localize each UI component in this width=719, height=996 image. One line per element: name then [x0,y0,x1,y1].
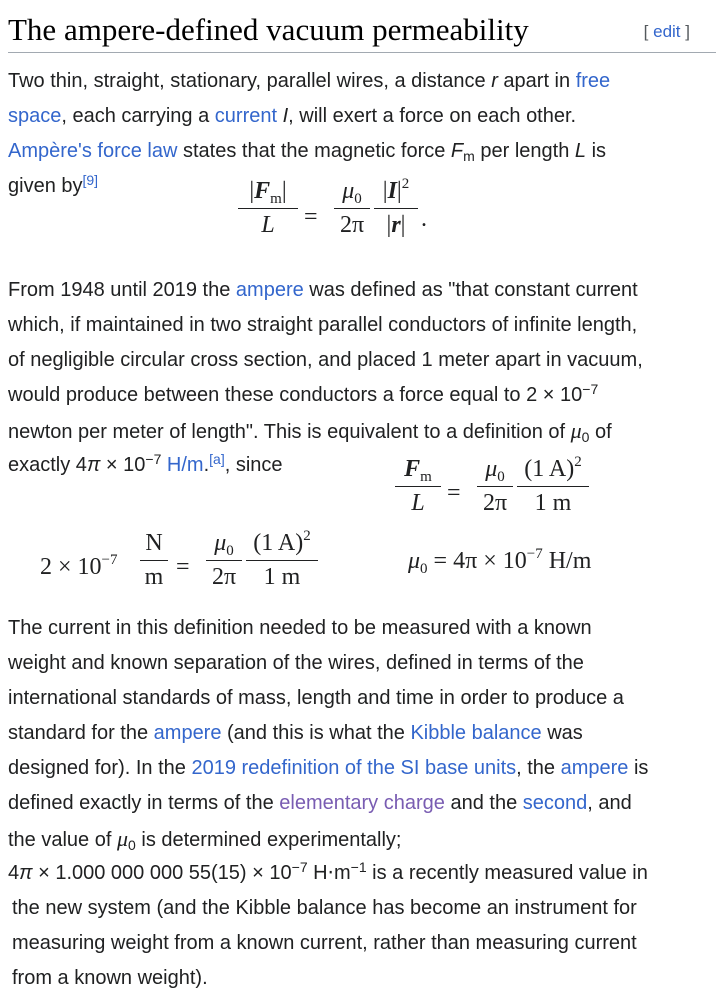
eq2-amp-bar [517,486,589,487]
eq1-lhs-bar [238,208,298,209]
text: the value of [8,829,117,851]
pi-symbol: π [19,862,33,884]
edit-bracket-open: [ [643,22,654,41]
link-ampere[interactable]: ampere [235,279,304,301]
text: , each carrying a [61,105,215,127]
exponent: −1 [350,859,367,875]
text: , since [224,454,283,476]
edit-section-link-wrapper [644,22,690,42]
text: designed for). In the [8,757,192,779]
eq1-lhs-numerator: $|F_m|$ [249,178,287,207]
edit-bracket-close: ] [680,22,690,41]
para2-line1 [8,273,638,308]
text: defined exactly in terms of the [8,792,280,814]
para1-line3 [8,134,606,169]
para3-line9: the new system (and the Kibble balance has become an instrument for [12,897,637,919]
eq3-coefficient: $2 \times 10^{-7}$ [40,552,118,580]
mu-symbol: μ [116,826,129,851]
eq1-distance: |r| [386,212,406,238]
text: , will exert a force on each other. [288,105,577,127]
eq1-mu-numerator: $\mu_0$ [342,178,362,207]
eq2-equals: = [447,480,461,506]
eq3-mu-bar [206,560,242,561]
text: is [628,757,649,779]
eq2-amp-numerator: (1 A)$^2$ [524,454,582,482]
sub-m: m [463,148,475,164]
section-title: The ampere-defined vacuum permeability [8,12,529,47]
eq1-period: . [421,206,427,232]
link-free-space-2[interactable]: space [8,105,62,127]
link-second[interactable]: second [522,792,588,814]
eq3-meter-unit: m [144,564,164,590]
text: × 1.000 000 000 55(15) × 10 [32,862,292,884]
eq2-denominator: L [411,490,425,516]
link-elementary-charge[interactable]: elementary charge [279,792,445,814]
eq1-current-numerator: $|I|^2$ [382,176,410,204]
var-f: F [450,140,464,162]
text: is determined experimentally; [135,829,402,851]
para3-line10: measuring weight from a known current, rather than measuring current [12,932,637,954]
sub-0: 0 [128,837,136,853]
eq2-amp-fraction [517,456,589,517]
text: , and [587,792,632,814]
para3-line8 [8,856,648,891]
eq3-unit-fraction [140,530,168,591]
para1-line1 [8,64,610,99]
text: newton per meter of length". This is equivalent to a definition of [8,421,571,443]
text: would produce between these conductors a force equal to 2 × 10 [8,384,583,406]
para2-line5 [8,413,612,450]
eq2-two-pi: 2π [482,490,508,516]
eq3-two-pi: 2π [211,564,237,590]
link-h-per-m[interactable]: H/m [166,454,204,476]
eq1-current-bar [374,208,418,209]
text: states that the magnetic force [177,140,451,162]
text: per length [474,140,575,162]
para3-line5 [8,751,648,786]
var-l: L [574,140,587,162]
para3-line1: The current in this definition needed to be measured with a known [8,617,592,639]
text: given by [8,175,83,197]
eq2-lhs-fraction [395,456,441,517]
text: 4 [8,862,20,884]
eq1-equals: = [304,204,318,230]
sub-0: 0 [581,429,590,445]
text: is a recently measured value in [366,862,648,884]
edit-section-link[interactable]: edit [653,22,681,41]
eq2-lhs-bar [395,486,441,487]
var-i: I [282,105,289,127]
text: , the [516,757,561,779]
equation-mu0-value [408,548,668,584]
eq2-mu-fraction [477,456,513,517]
eq2-meter: 1 m [534,490,572,516]
link-kibble-balance[interactable]: Kibble balance [410,722,542,744]
para3-line11: from a known weight). [12,967,208,989]
exponent: −7 [291,859,308,875]
text: is [586,140,607,162]
eq1-lhs-denominator: L [261,212,275,238]
text: was [541,722,583,744]
text: was defined as "that constant current [303,279,638,301]
eq1-lhs-fraction [238,178,298,239]
para3-line7 [8,821,402,858]
eq3-amp-bar [246,560,318,561]
eq3-unit-bar [140,560,168,561]
text: H⋅m [307,862,351,884]
eq3-amp-fraction [246,530,318,591]
note-a[interactable]: [a] [209,451,225,467]
eq3-meter: 1 m [263,564,301,590]
eq1-two-pi: 2π [339,212,365,238]
para1-line4 [8,169,98,204]
text: of [589,421,612,443]
text: × 10 [100,454,146,476]
var-r: r [491,70,498,92]
equation-amperes-law [238,178,438,258]
link-free-space[interactable]: free [575,70,611,92]
para1-line2 [8,99,576,134]
link-ampere-3[interactable]: ampere [560,757,629,779]
text: apart in [497,70,576,92]
eq2-mu-numerator: $\mu_0$ [485,456,505,485]
eq4-body: $\mu_0 = 4\pi \times 10^{-7}$ H/m [408,546,592,577]
text: and the [444,792,523,814]
text: (and this is what the [221,722,411,744]
para2-line2: which, if maintained in two straight parallel conductors of infinite length, [8,314,638,336]
text: standard for the [8,722,154,744]
text: From 1948 until 2019 the [8,279,236,301]
para2-line4 [8,378,598,413]
para3-line2: weight and known separation of the wires, defined in terms of the [8,652,584,674]
para3-line6 [8,786,632,821]
eq3-amp-numerator: (1 A)$^2$ [253,528,311,556]
link-amperes-force-law[interactable]: Ampère's force law [8,140,178,162]
eq1-current-fraction [374,178,418,239]
equation-force-per-length [395,456,595,528]
text: exactly 4 [8,454,87,476]
eq3-equals: = [176,554,190,580]
mu-symbol: μ [570,418,582,443]
para2-line6 [8,448,283,483]
link-ampere-2[interactable]: ampere [153,722,222,744]
eq3-newton: N [145,530,163,556]
text: . [203,454,210,476]
exponent: −7 [145,451,162,467]
eq1-mu-bar [334,208,370,209]
eq1-mu-fraction [334,178,370,239]
text: Two thin, straight, stationary, parallel wires, a distance [8,70,492,92]
ref-9[interactable]: [9] [82,172,99,188]
eq2-mu-bar [477,486,513,487]
link-2019-redefinition[interactable]: 2019 redefinition of the SI base units [191,757,517,779]
para3-line4 [8,716,583,751]
eq2-numerator: $F_m$ [404,456,432,485]
pi-symbol: π [86,454,101,476]
exponent: −7 [582,381,599,397]
link-current[interactable]: current [214,105,278,127]
equation-numeric-force [40,530,340,602]
para2-line3: of negligible circular cross section, and placed 1 meter apart in vacuum, [8,349,643,371]
section-heading [8,8,716,53]
para3-line3: international standards of mass, length and time in order to produce a [8,687,624,709]
eq3-mu-numerator: $\mu_0$ [214,530,234,559]
eq3-mu-fraction [206,530,242,591]
